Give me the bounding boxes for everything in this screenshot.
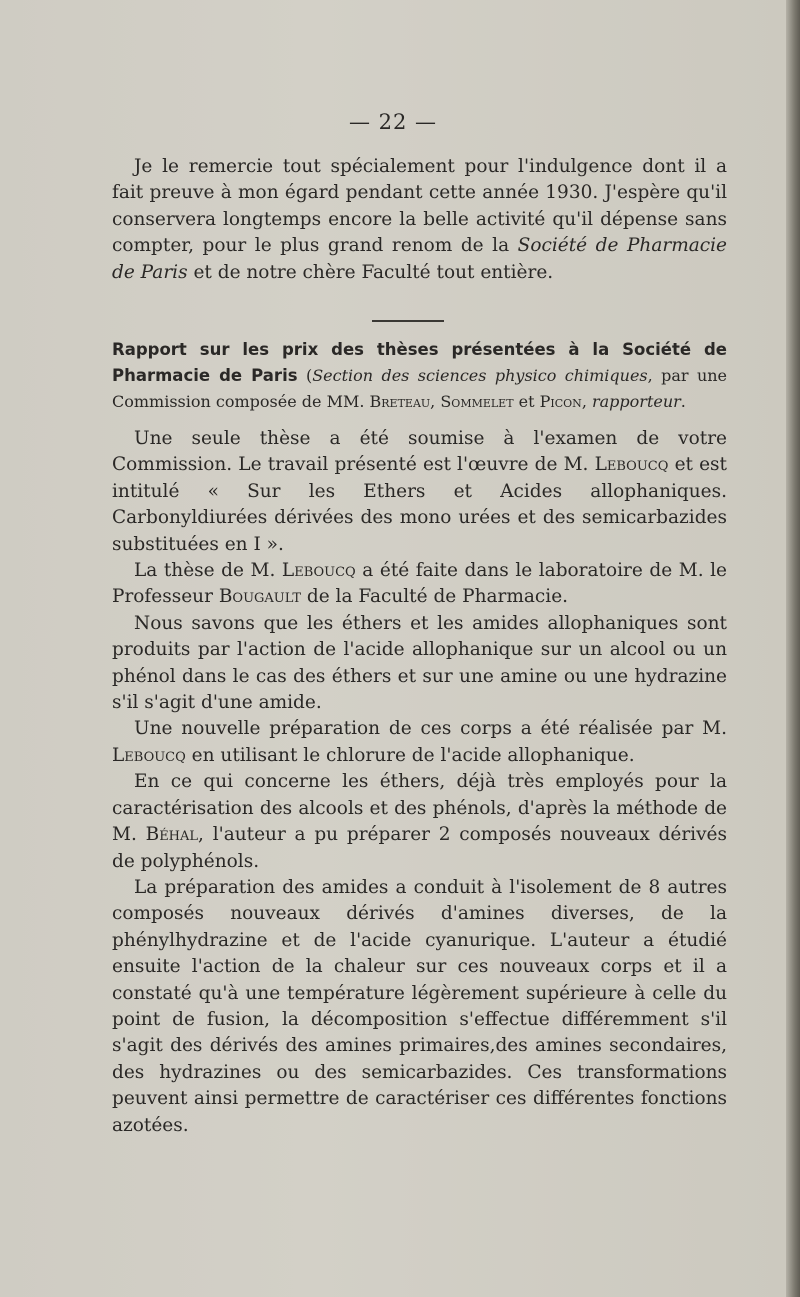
author-name: Leboucq [112, 744, 186, 766]
member-name: Breteau [369, 392, 431, 411]
report-heading-block: Rapport sur les prix des thèses présentées à la Société de Pharmacie de Paris (Section des sciences physico chimiques, par une Commission composée de MM. Breteau, Sommelet et Picon, rapporteur. [112, 340, 728, 411]
report-body [112, 426, 727, 1139]
intro-text-end: et de notre chère Faculté tout entière. [187, 261, 554, 283]
report-heading: Rapport sur les prix des thèses présentées à la Société de Pharmacie de Paris [112, 340, 727, 385]
paragraph: En ce qui concerne les éthers, déjà très employés pour la caractérisation des alcools et des phénols, d'après la méthode de M. Béhal, l'auteur a pu préparer 2 composés nouveaux dérivés de polyphénols. [112, 771, 727, 872]
member-name: Picon [539, 392, 582, 411]
report-section: Section des sciences physico chimiques [312, 366, 648, 385]
cited-name: Béhal [145, 824, 199, 846]
paragraph: Une nouvelle préparation de ces corps a été réalisée par M. Leboucq en utilisant le chlorure de l'acide allophanique. [112, 718, 727, 766]
report-section-open: ( [297, 366, 313, 385]
rapporteur-label: rapporteur [591, 392, 681, 411]
section-divider [372, 320, 444, 322]
professor-name: Bougault [218, 586, 301, 608]
report-commission: , par une Commission composée de MM. [112, 366, 728, 411]
paragraph: Une seule thèse a été soumise à l'examen de votre Commission. Le travail présenté est l'œuvre de M. Leboucq et est intitulé « Sur les Ethers et Acides allophaniques. Carbonyldiurées dérivées des mono urées et des semicarbazides substituées en I ». [112, 428, 727, 555]
author-name: Leboucq [594, 454, 669, 476]
paragraph: La préparation des amides a conduit à l'isolement de 8 autres composés nouveaux dérivés d'amines diverses, de la phénylhydrazine et de l'acide cyanurique. L'auteur a étudié ensuite l'action de la chaleur sur ces nouveaux corps et il a constaté qu'à une température légèrement supérieure à celle du point de fusion, la décomposition s'effectue différemment s'il s'agit des dérivés des amines primaires,des amines secondaires, des hydrazines ou des semicarbazides. Ces transformations peuvent ainsi permettre de caractériser ces différentes fonctions azotées. [112, 876, 727, 1136]
page-edge [786, 0, 800, 1297]
page-number: — 22 — [348, 110, 438, 134]
society-name: Société de Pharmacie de Paris [112, 235, 727, 283]
paragraph: Nous savons que les éthers et les amides allophaniques sont produits par l'action de l'acide allophanique sur un alcool ou un phénol dans le cas des éthers et sur une amine ou une hydrazine s'il s'agit d'une amide. [112, 612, 727, 714]
paragraph: La thèse de M. Leboucq a été faite dans le laboratoire de M. le Professeur Bougault de la Faculté de Pharmacie. [112, 560, 727, 608]
intro-paragraph [112, 154, 727, 286]
author-name: Leboucq [281, 560, 356, 582]
intro-text-start: Je le remercie tout spécialement pour l'indulgence dont il a fait preuve à mon égard pendant cette année 1930. J'espère qu'il conservera longtemps encore la belle activité qu'il dépense sans compter, pour le plus grand renom de la [112, 156, 727, 257]
member-name: Sommelet [440, 392, 514, 411]
